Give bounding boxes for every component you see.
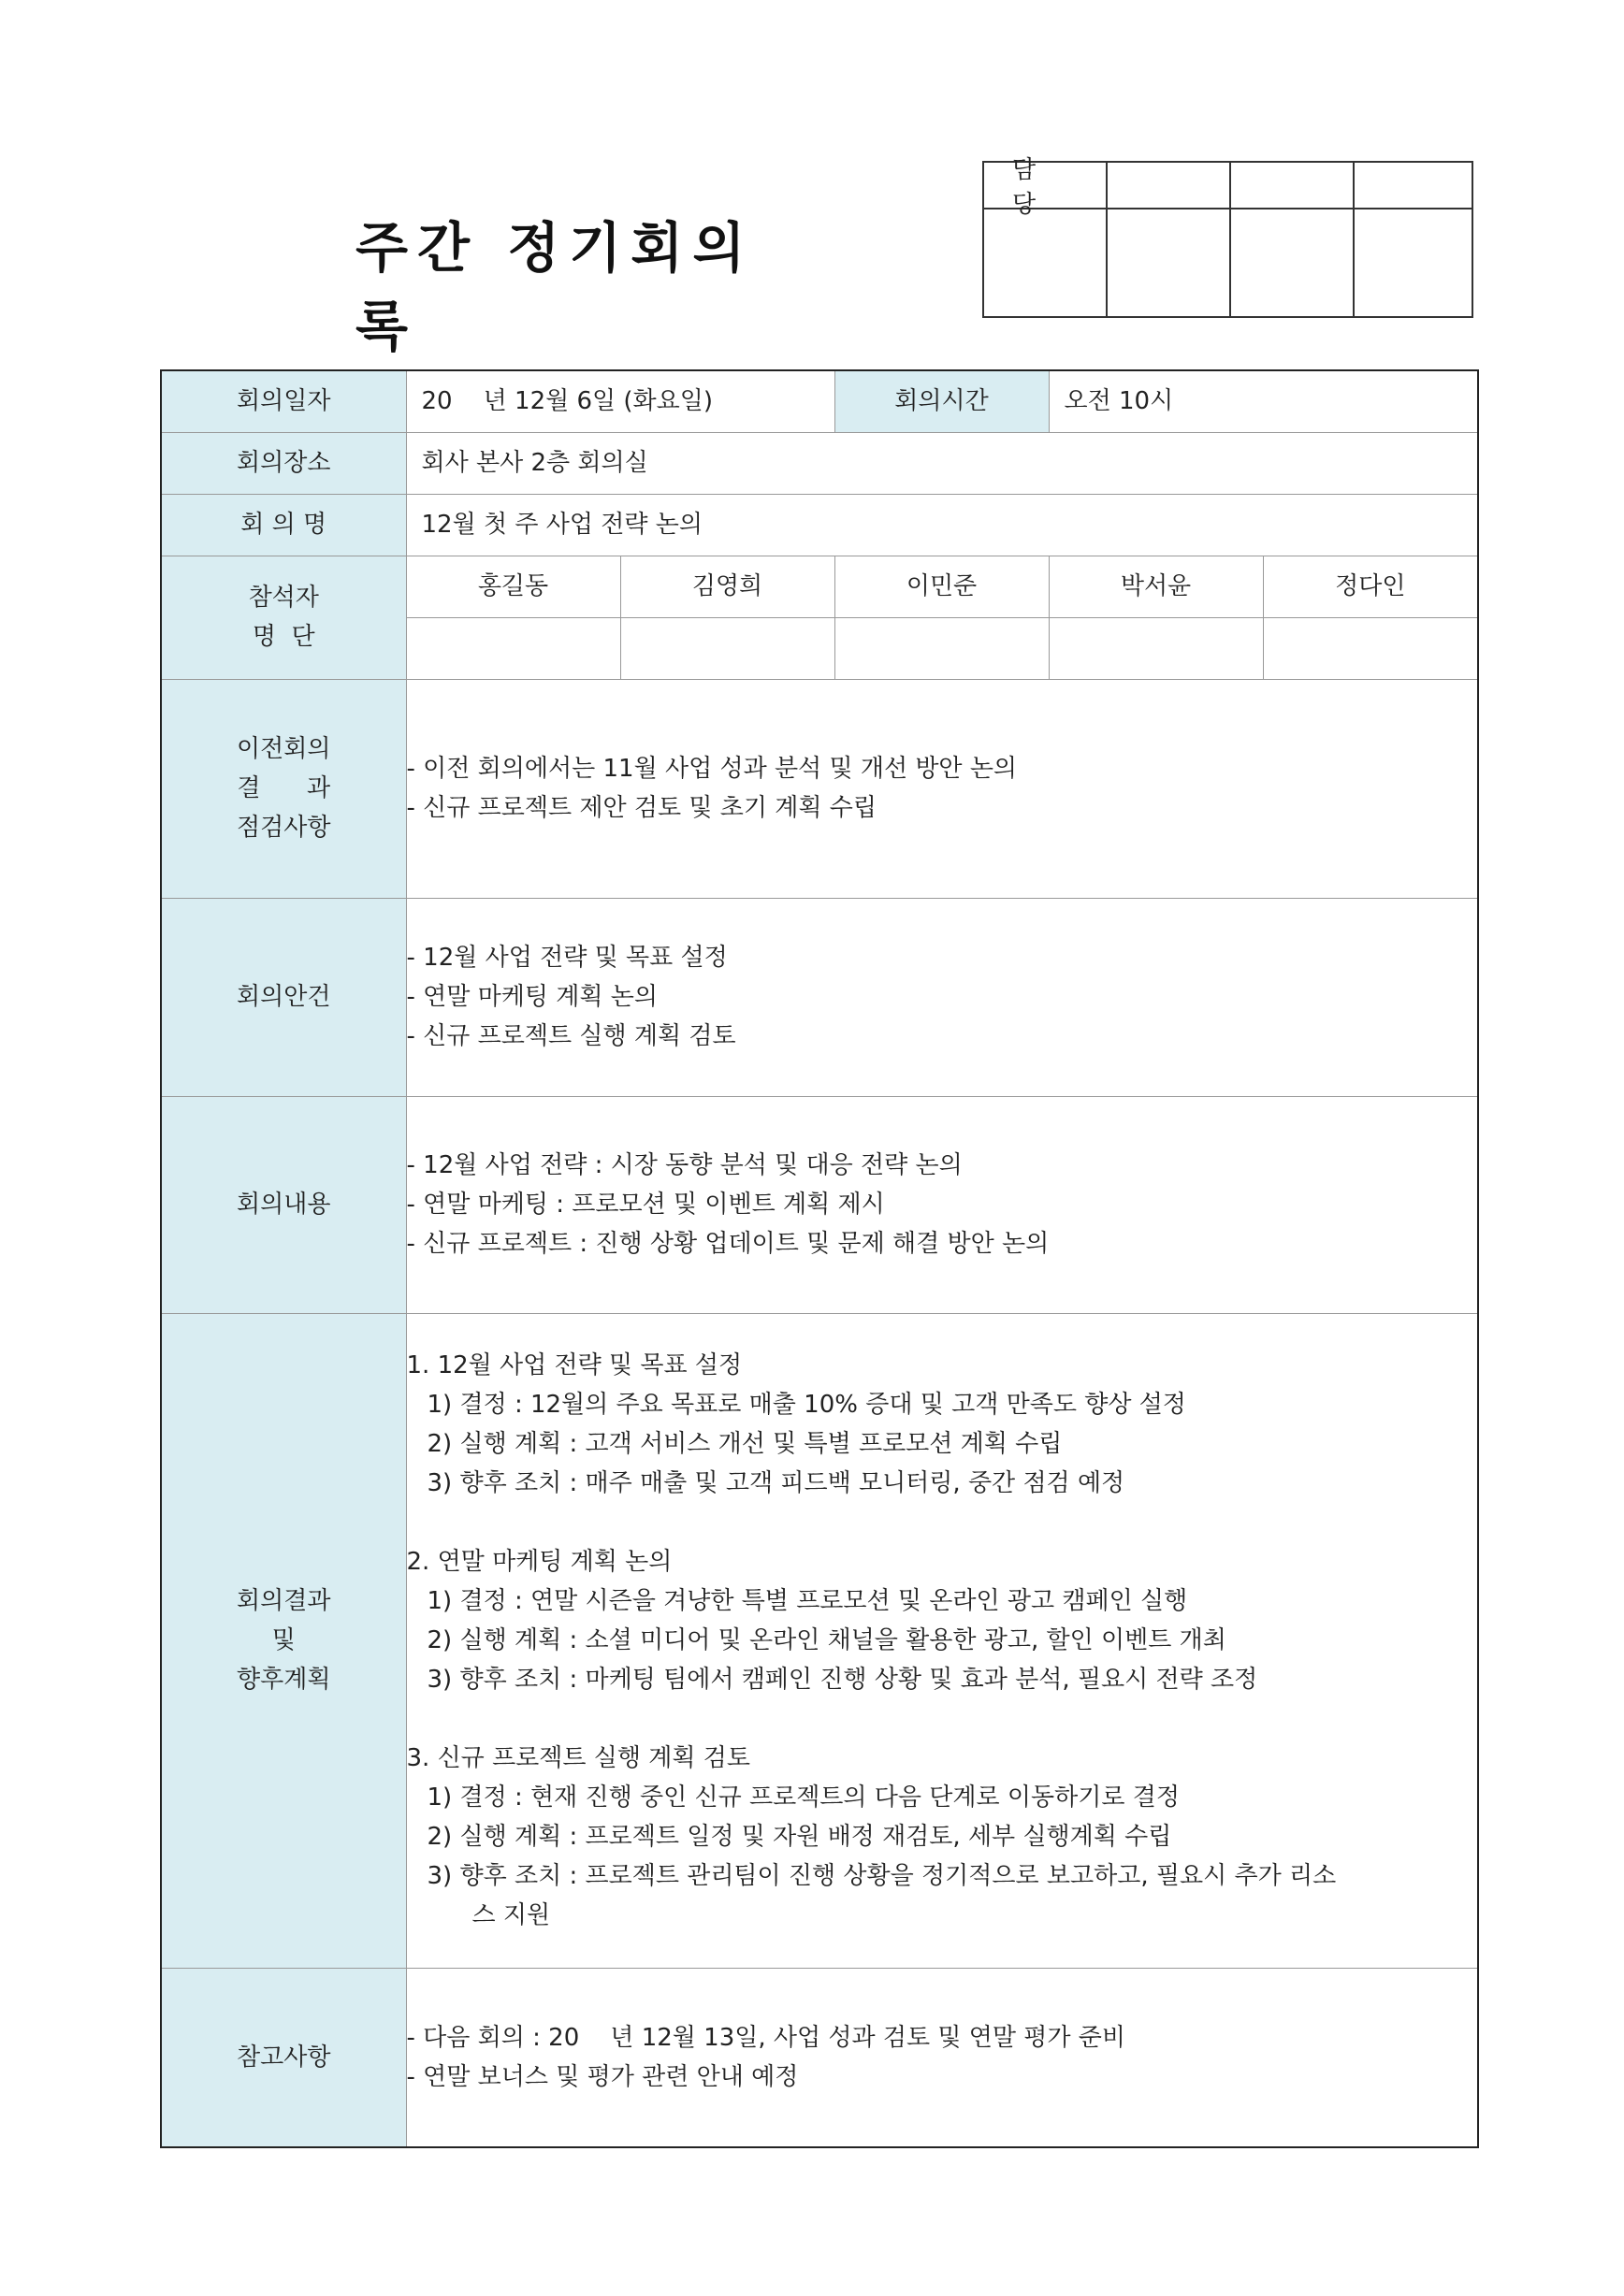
results-item: 3) 향후 조치 : 마케팅 팀에서 캠페인 진행 상황 및 효과 분석, 필요시 전략 조정 — [427, 1666, 1258, 1694]
approval-header-cell — [1108, 163, 1231, 209]
results-heading: 1. 12월 사업 전략 및 목표 설정 — [406, 1351, 743, 1379]
previous-item: - 신규 프로젝트 제안 검토 및 초기 계획 수립 — [406, 794, 877, 822]
results-spacer — [407, 1503, 1478, 1542]
previous-label-line: 결 과 — [237, 774, 331, 802]
place-value: 회사 본사 2층 회의실 — [406, 432, 1478, 494]
results-content — [406, 1313, 1478, 1968]
notes-content — [406, 1968, 1478, 2147]
results-heading: 2. 연말 마케팅 계획 논의 — [406, 1548, 673, 1576]
results-item: 1) 결정 : 현재 진행 중인 신규 프로젝트의 다음 단계로 이동하기로 결정 — [427, 1783, 1180, 1812]
results-item: 1) 결정 : 12월의 주요 목표로 매출 10% 증대 및 고객 만족도 향상 설정 — [427, 1391, 1186, 1419]
results-label — [161, 1313, 406, 1968]
time-label: 회의시간 — [834, 370, 1049, 432]
approval-sign-cell — [1355, 209, 1472, 316]
results-item: 1) 결정 : 연말 시즌을 겨냥한 특별 프로모션 및 온라인 광고 캠페인 실행 — [427, 1587, 1188, 1615]
meeting-name-label: 회 의 명 — [161, 494, 406, 556]
place-label: 회의장소 — [161, 432, 406, 494]
notes-item: - 연말 보너스 및 평가 관련 안내 예정 — [406, 2062, 799, 2091]
document-title: 주간 정기회의록 — [355, 216, 755, 358]
attendee-name: 이민준 — [834, 556, 1049, 617]
meeting-name-value: 12월 첫 주 사업 전략 논의 — [406, 494, 1478, 556]
attendees-label-line: 명 단 — [252, 623, 315, 651]
content-label: 회의내용 — [161, 1096, 406, 1313]
attendee-name: 홍길동 — [406, 556, 620, 617]
previous-item: - 이전 회의에서는 11월 사업 성과 분석 및 개선 방안 논의 — [406, 755, 1018, 783]
meeting-minutes-table — [160, 369, 1479, 2148]
notes-item: - 다음 회의 : 20 년 12월 13일, 사업 성과 검토 및 연말 평가 준비 — [406, 2023, 1125, 2052]
previous-results-content — [406, 679, 1478, 898]
attendee-sign-cell — [1263, 617, 1478, 679]
attendee-name: 김영희 — [620, 556, 834, 617]
previous-label-line: 이전회의 — [237, 735, 331, 763]
date-value: 20 년 12월 6일 (화요일) — [406, 370, 834, 432]
approval-sign-cell — [1231, 209, 1355, 316]
content-item: - 연말 마케팅 : 프로모션 및 이벤트 계획 제시 — [406, 1191, 885, 1219]
previous-results-label — [161, 679, 406, 898]
agenda-item: - 신규 프로젝트 실행 계획 검토 — [406, 1022, 736, 1050]
attendee-sign-cell — [1049, 617, 1263, 679]
approval-label: 담 당 — [984, 163, 1108, 209]
previous-label-line: 점검사항 — [237, 814, 331, 842]
content-item: - 신규 프로젝트 : 진행 상황 업데이트 및 문제 해결 방안 논의 — [406, 1230, 1050, 1258]
agenda-content — [406, 898, 1478, 1096]
results-heading: 3. 신규 프로젝트 실행 계획 검토 — [406, 1744, 751, 1772]
results-label-line: 회의결과 — [237, 1587, 331, 1615]
results-item: 3) 향후 조치 : 프로젝트 관리팀이 진행 상황을 정기적으로 보고하고, 필요시 추가 리소 — [427, 1862, 1337, 1890]
approval-box — [982, 156, 1473, 318]
attendees-label — [161, 556, 406, 679]
meeting-content — [406, 1096, 1478, 1313]
date-label: 회의일자 — [161, 370, 406, 432]
notes-label: 참고사항 — [161, 1968, 406, 2147]
approval-sign-cell — [1108, 209, 1231, 316]
attendees-label-line: 참석자 — [248, 584, 319, 612]
results-item-continuation: 스 지원 — [471, 1901, 551, 1929]
approval-header-cell — [1231, 163, 1355, 209]
approval-header-cell — [1355, 163, 1472, 209]
time-value: 오전 10시 — [1049, 370, 1478, 432]
attendee-sign-cell — [620, 617, 834, 679]
attendee-name: 정다인 — [1263, 556, 1478, 617]
approval-sign-cell — [984, 209, 1108, 316]
agenda-item: - 연말 마케팅 계획 논의 — [406, 983, 658, 1011]
results-label-line: 향후계획 — [237, 1666, 331, 1694]
content-item: - 12월 사업 전략 : 시장 동향 분석 및 대응 전략 논의 — [406, 1151, 963, 1179]
attendee-sign-cell — [406, 617, 620, 679]
results-item: 2) 실행 계획 : 프로젝트 일정 및 자원 배정 재검토, 세부 실행계획 수립 — [427, 1823, 1172, 1851]
agenda-item: - 12월 사업 전략 및 목표 설정 — [406, 944, 728, 972]
results-label-line: 및 — [271, 1626, 296, 1654]
results-spacer — [407, 1699, 1478, 1739]
results-item: 3) 향후 조치 : 매주 매출 및 고객 피드백 모니터링, 중간 점검 예정 — [427, 1469, 1125, 1497]
attendee-sign-cell — [834, 617, 1049, 679]
results-item: 2) 실행 계획 : 고객 서비스 개선 및 특별 프로모션 계획 수립 — [427, 1430, 1063, 1458]
attendee-name: 박서윤 — [1049, 556, 1263, 617]
agenda-label: 회의안건 — [161, 898, 406, 1096]
results-item: 2) 실행 계획 : 소셜 미디어 및 온라인 채널을 활용한 광고, 할인 이벤트 개최 — [427, 1626, 1226, 1654]
